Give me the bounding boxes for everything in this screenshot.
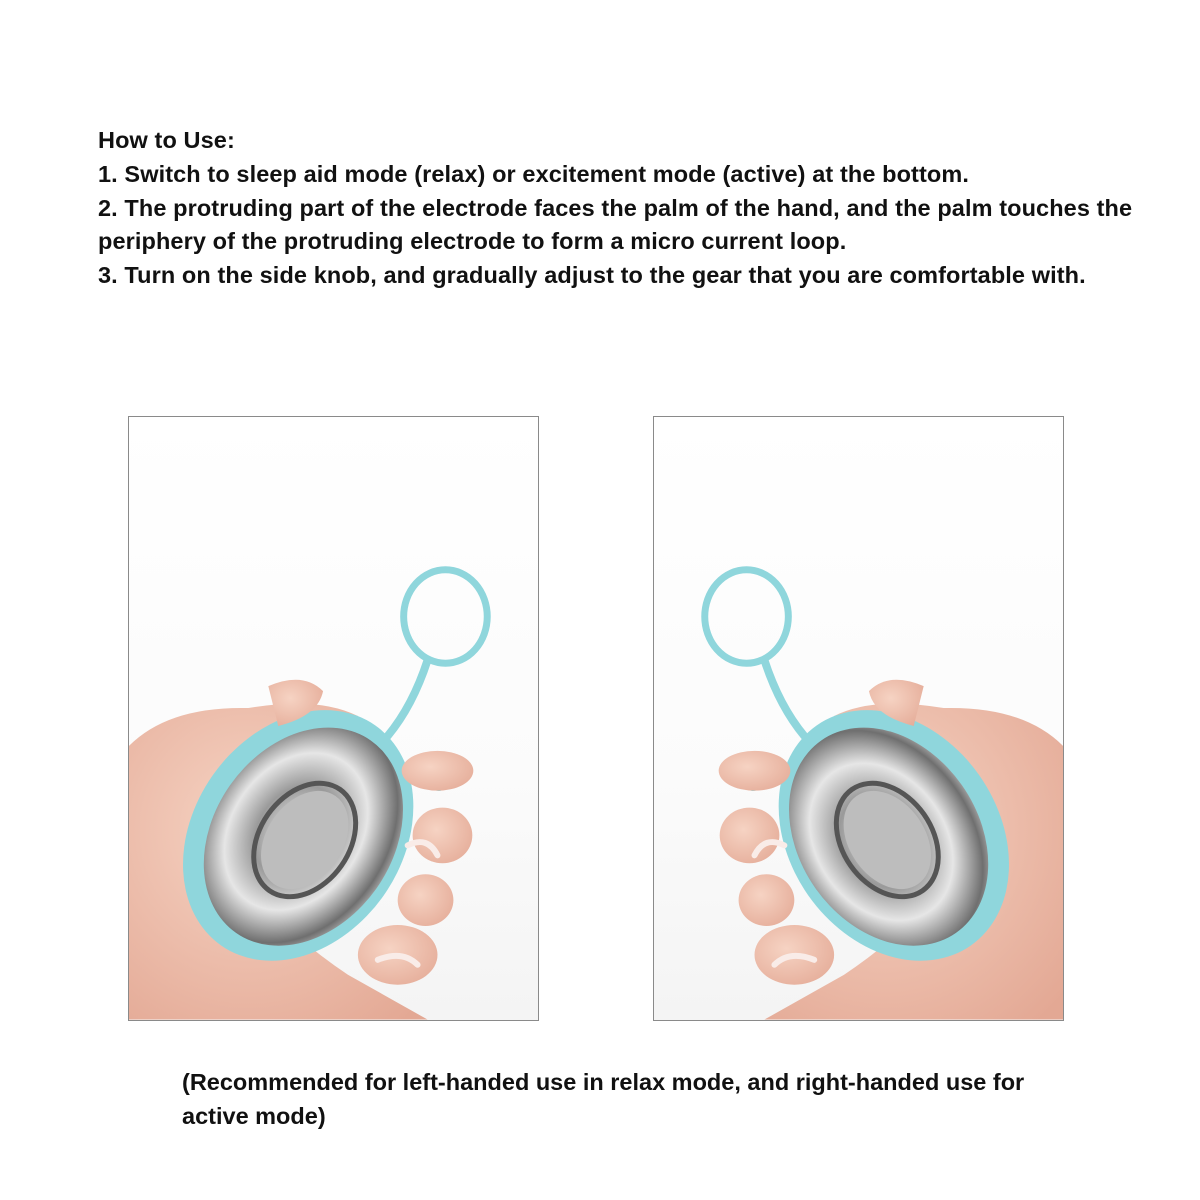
- instructions-heading: How to Use:: [98, 127, 235, 153]
- left-hand-grip-illustration: [129, 417, 538, 1020]
- instruction-step-3: 3. Turn on the side knob, and gradually adjust to the gear that you are comfortable with.: [98, 262, 1086, 289]
- usage-recommendation-caption: (Recommended for left-handed use in relax mode, and right-handed use for active mode): [182, 1069, 1025, 1129]
- instruction-step-1: 1. Switch to sleep aid mode (relax) or excitement mode (active) at the bottom.: [98, 160, 969, 187]
- left-hand-grip-photo: [128, 416, 539, 1021]
- right-hand-grip-illustration: [654, 417, 1063, 1020]
- how-to-use-instructions: [98, 124, 1158, 293]
- right-hand-grip-photo: [653, 416, 1064, 1021]
- instruction-step-2: 2. The protruding part of the electrode faces the palm of the hand, and the palm touches the periphery of the protruding electrode to form a micro current loop.: [98, 194, 1133, 255]
